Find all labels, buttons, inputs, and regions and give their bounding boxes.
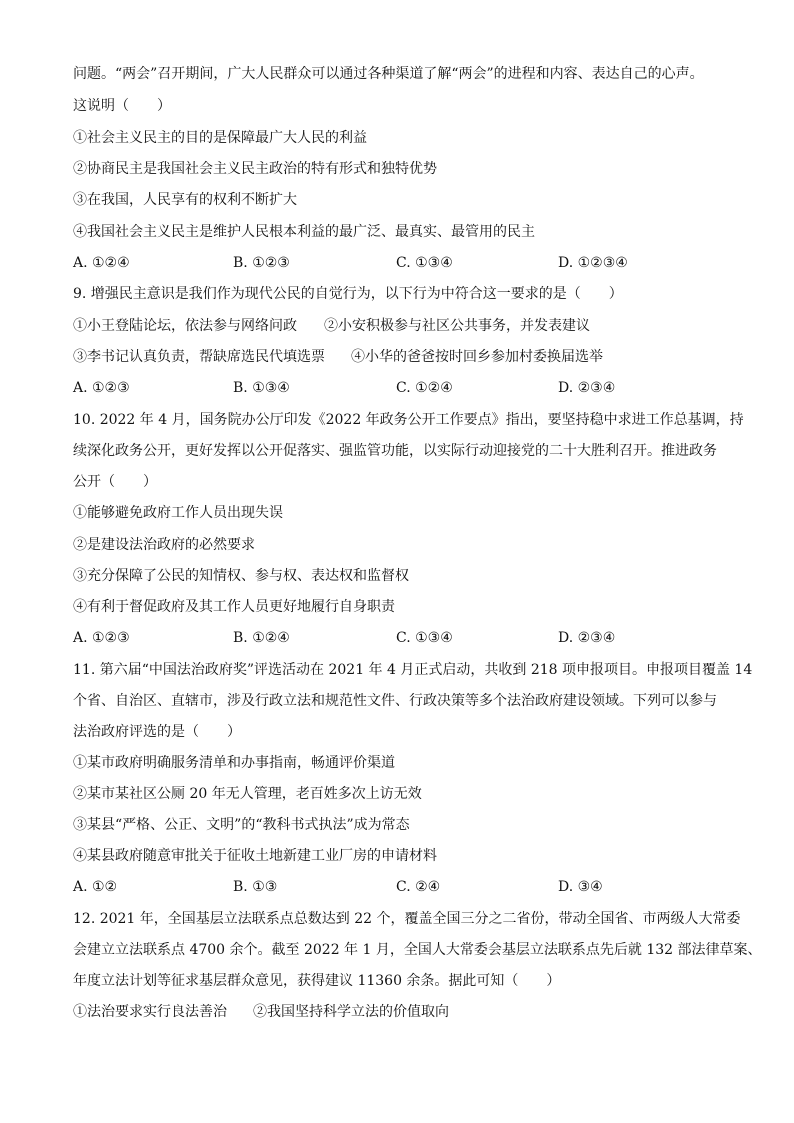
q10-option-c: C. ①③④: [396, 630, 453, 646]
q8-item-4: ④我国社会主义民主是维护人民根本利益的最广泛、最真实、最管用的民主: [73, 224, 535, 240]
q9-item-2: ②小安积极参与社区公共事务，并发表建议: [324, 318, 590, 334]
q11-options: [73, 877, 733, 897]
q10-stem-line-2: 续深化政务公开，更好发挥以公开促落实、强监管功能，以实际行动迎接党的二十大胜利召开。推进政务: [73, 443, 717, 459]
q10-options: [73, 628, 733, 648]
q11-item-2: ②某市某社区公厕 20 年无人管理，老百姓多次上访无效: [73, 786, 422, 802]
q8-option-d: D. ①②③④: [558, 255, 628, 271]
q11-option-b: B. ①③: [233, 879, 278, 895]
q12-item-1: ①法治要求实行良法善治: [73, 1004, 227, 1020]
q12-stem-line-3: 年度立法计划等征求基层群众意见，获得建议 11360 余条。据此可知（ ）: [73, 973, 561, 989]
q8-options: [73, 253, 733, 273]
q10-item-1: ①能够避免政府工作人员出现失误: [73, 505, 283, 521]
q9-item-3: ③李书记认真负责，帮缺席选民代填选票: [73, 349, 325, 365]
q10-stem-line-1: 10. 2022 年 4 月，国务院办公厅印发《2022 年政务公开工作要点》指出，要坚持稳中求进工作总基调，持: [73, 412, 744, 428]
q9-stem: 9. 增强民主意识是我们作为现代公民的自觉行为，以下行为中符合这一要求的是（ ）: [73, 286, 623, 302]
q8-option-c: C. ①③④: [396, 255, 453, 271]
q9-item-4: ④小华的爸爸按时回乡参加村委换届选举: [351, 349, 603, 365]
q8-item-2: ②协商民主是我国社会主义民主政治的特有形式和独特优势: [73, 161, 437, 177]
q9-option-b: B. ①③④: [233, 380, 290, 396]
q8-option-b: B. ①②③: [233, 255, 290, 271]
q11-stem-line-2: 个省、自治区、直辖市，涉及行政立法和规范性文件、行政决策等多个法治政府建设领域。下列可以参与: [73, 693, 717, 709]
q12-items-row-1: [73, 1002, 733, 1022]
q11-stem-line-1: 11. 第六届“中国法治政府奖”评选活动在 2021 年 4 月正式启动，共收到 218 项申报项目。申报项目覆盖 14: [73, 662, 753, 678]
q12-stem-line-1: 12. 2021 年，全国基层立法联系点总数达到 22 个，覆盖全国三分之二省份，带动全国省、市两级人大常委: [73, 911, 741, 927]
q11-option-d: D. ③④: [558, 879, 603, 895]
q10-stem-line-3: 公开（ ）: [73, 474, 157, 490]
q11-item-1: ①某市政府明确服务清单和办事指南，畅通评价渠道: [73, 755, 395, 771]
q8-stem-line-2: 这说明（ ）: [73, 98, 171, 114]
q11-item-3: ③某县“严格、公正、文明”的“教科书式执法”成为常态: [73, 817, 410, 833]
q12-stem-line-2: 会建立立法联系点 4700 余个。截至 2022 年 1 月，全国人大常委会基层立法联系点先后就 132 部法律草案、: [73, 942, 762, 958]
q8-item-1: ①社会主义民主的目的是保障最广大人民的利益: [73, 130, 367, 146]
q11-option-a: A. ①②: [73, 879, 118, 895]
q10-option-d: D. ②③④: [558, 630, 616, 646]
q11-stem-line-3: 法治政府评选的是（ ）: [73, 724, 241, 740]
q10-item-3: ③充分保障了公民的知情权、参与权、表达权和监督权: [73, 568, 409, 584]
q9-options: [73, 378, 733, 398]
q9-option-a: A. ①②③: [73, 380, 130, 396]
q11-item-4: ④某县政府随意审批关于征收土地新建工业厂房的申请材料: [73, 848, 437, 864]
q12-item-2: ②我国坚持科学立法的价值取向: [253, 1004, 449, 1020]
q9-item-1: ①小王登陆论坛，依法参与网络问政: [73, 318, 297, 334]
q10-item-4: ④有利于督促政府及其工作人员更好地履行自身职责: [73, 599, 395, 615]
q9-items-row-2: [73, 347, 733, 367]
q10-option-b: B. ①②④: [233, 630, 290, 646]
q8-stem-line-1: 问题。“两会”召开期间，广大人民群众可以通过各种渠道了解“两会”的进程和内容、表达自己的心声。: [73, 66, 704, 82]
q10-option-a: A. ①②③: [73, 630, 130, 646]
q8-option-a: A. ①②④: [73, 255, 130, 271]
q9-option-d: D. ②③④: [558, 380, 616, 396]
q10-item-2: ②是建设法治政府的必然要求: [73, 537, 255, 553]
q9-option-c: C. ①②④: [396, 380, 453, 396]
q9-items-row-1: [73, 316, 733, 336]
q8-item-3: ③在我国，人民享有的权利不断扩大: [73, 192, 297, 208]
q11-option-c: C. ②④: [396, 879, 441, 895]
